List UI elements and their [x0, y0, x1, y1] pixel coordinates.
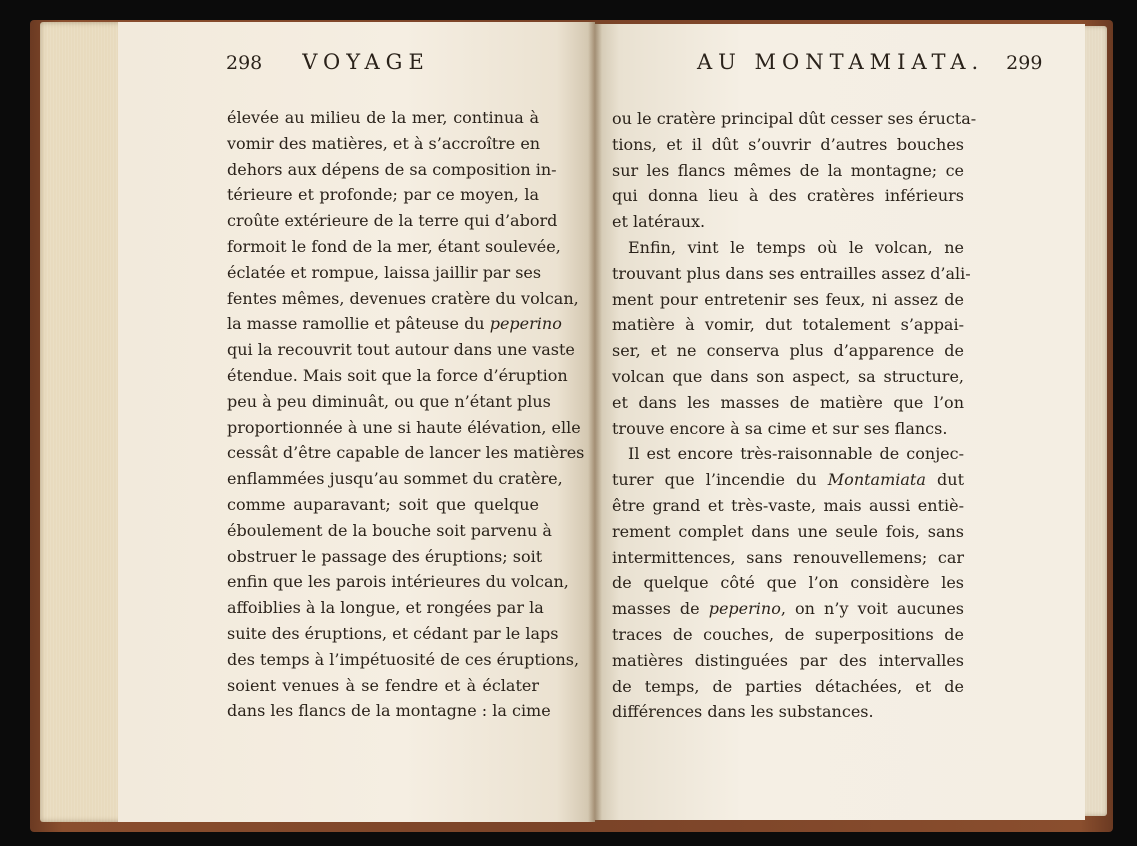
text-line: trouvant plus dans ses entrailles assez d’ali-	[612, 263, 971, 283]
text-line: et dans les masses de matière que l’on	[612, 392, 964, 412]
text-line: rement complet dans une seule fois, sans	[612, 521, 964, 541]
text-line: Enfin, vint le temps où le volcan, ne	[628, 237, 964, 257]
text-line: ou le cratère principal dût cesser ses éructa-	[612, 109, 977, 128]
text-line: qui donna lieu à des cratères inférieurs	[612, 186, 964, 206]
text-line: être grand et très-vaste, mais aussi entiè-	[612, 495, 964, 515]
right-running-head: AU MONTAMIATA.	[697, 50, 985, 74]
text-line: sur les flancs mêmes de la montagne; ce	[612, 160, 964, 180]
text-line: éboulement de la bouche soit parvenu à	[227, 520, 552, 540]
text-line: térieure et profonde; par ce moyen, la	[227, 185, 539, 205]
right-page-header	[697, 50, 1042, 74]
text-line: obstruer le passage des éruptions; soit	[227, 546, 543, 566]
text-line: ser, et ne conserva plus d’apparence de	[612, 341, 964, 361]
text-line: ment pour entretenir ses feux, ni assez de	[612, 289, 964, 309]
text-line: intermittences, sans renouvellemens; car	[612, 547, 964, 567]
text-line: vomir des matières, et à s’accroître en	[227, 133, 541, 153]
text-line: masses de peperino, on n’y voit aucunes	[612, 599, 964, 619]
text-line: des temps à l’impétuosité de ces éruptions,	[227, 649, 580, 669]
text-line: de quelque côté que l’on considère les	[612, 573, 964, 593]
left-page-number: 298	[226, 52, 263, 74]
left-page-header	[226, 50, 430, 74]
text-line: volcan que dans son aspect, sa structure,	[612, 366, 964, 386]
text-line: suite des éruptions, et cédant par le laps	[227, 623, 559, 643]
right-page-number: 299	[1006, 52, 1043, 74]
text-line: la masse ramollie et pâteuse du peperino	[227, 314, 562, 334]
text-line: cessât d’être capable de lancer les matières	[227, 443, 585, 463]
left-running-head: VOYAGE	[302, 50, 430, 74]
text-line: dans les flancs de la montagne : la cime	[227, 701, 551, 721]
left-page-text	[227, 105, 585, 724]
text-line: étendue. Mais soit que la force d’éruption	[227, 365, 568, 385]
text-line: croûte extérieure de la terre qui d’abord	[227, 211, 558, 231]
text-line: de temps, de parties détachées, et de	[612, 676, 964, 696]
text-line: traces de couches, de superpositions de	[612, 624, 964, 644]
text-line: matières distinguées par des intervalles	[612, 650, 964, 670]
book-gutter	[588, 22, 602, 822]
text-line: dehors aux dépens de sa composition in-	[227, 159, 557, 179]
text-line: éclatée et rompue, laissa jaillir par ses	[227, 262, 542, 282]
text-line: proportionnée à une si haute élévation, elle	[227, 417, 581, 437]
text-line: affoiblies à la longue, et rongées par la	[227, 598, 544, 618]
text-line: enflammées jusqu’au sommet du cratère,	[227, 469, 563, 489]
text-line: et latéraux.	[612, 212, 706, 232]
text-line: peu à peu diminuât, ou que n’étant plus	[227, 391, 551, 411]
text-line: différences dans les substances.	[612, 702, 874, 722]
text-line: matière à vomir, dut totalement s’appai-	[612, 315, 964, 335]
text-line: soient venues à se fendre et à éclater	[227, 675, 539, 695]
text-line: tions, et il dût s’ouvrir d’autres bouches	[612, 134, 964, 154]
text-line: enfin que les parois intérieures du volcan,	[227, 572, 569, 592]
text-line: fentes mêmes, devenues cratère du volcan,	[227, 288, 579, 308]
text-line: formoit le fond de la mer, étant soulevée,	[227, 236, 561, 256]
text-line: trouve encore à sa cime et sur ses flancs.	[612, 418, 948, 438]
text-line: Il est encore très-raisonnable de conjec-	[628, 444, 964, 464]
page-edges-left	[40, 22, 126, 822]
text-line: comme auparavant; soit que quelque	[227, 494, 539, 514]
text-line: turer que l’incendie du Montamiata dut	[612, 470, 965, 490]
text-line: qui la recouvrit tout autour dans une vaste	[227, 340, 575, 360]
right-page-text	[612, 106, 977, 725]
text-line: élevée au milieu de la mer, continua à	[227, 108, 539, 127]
